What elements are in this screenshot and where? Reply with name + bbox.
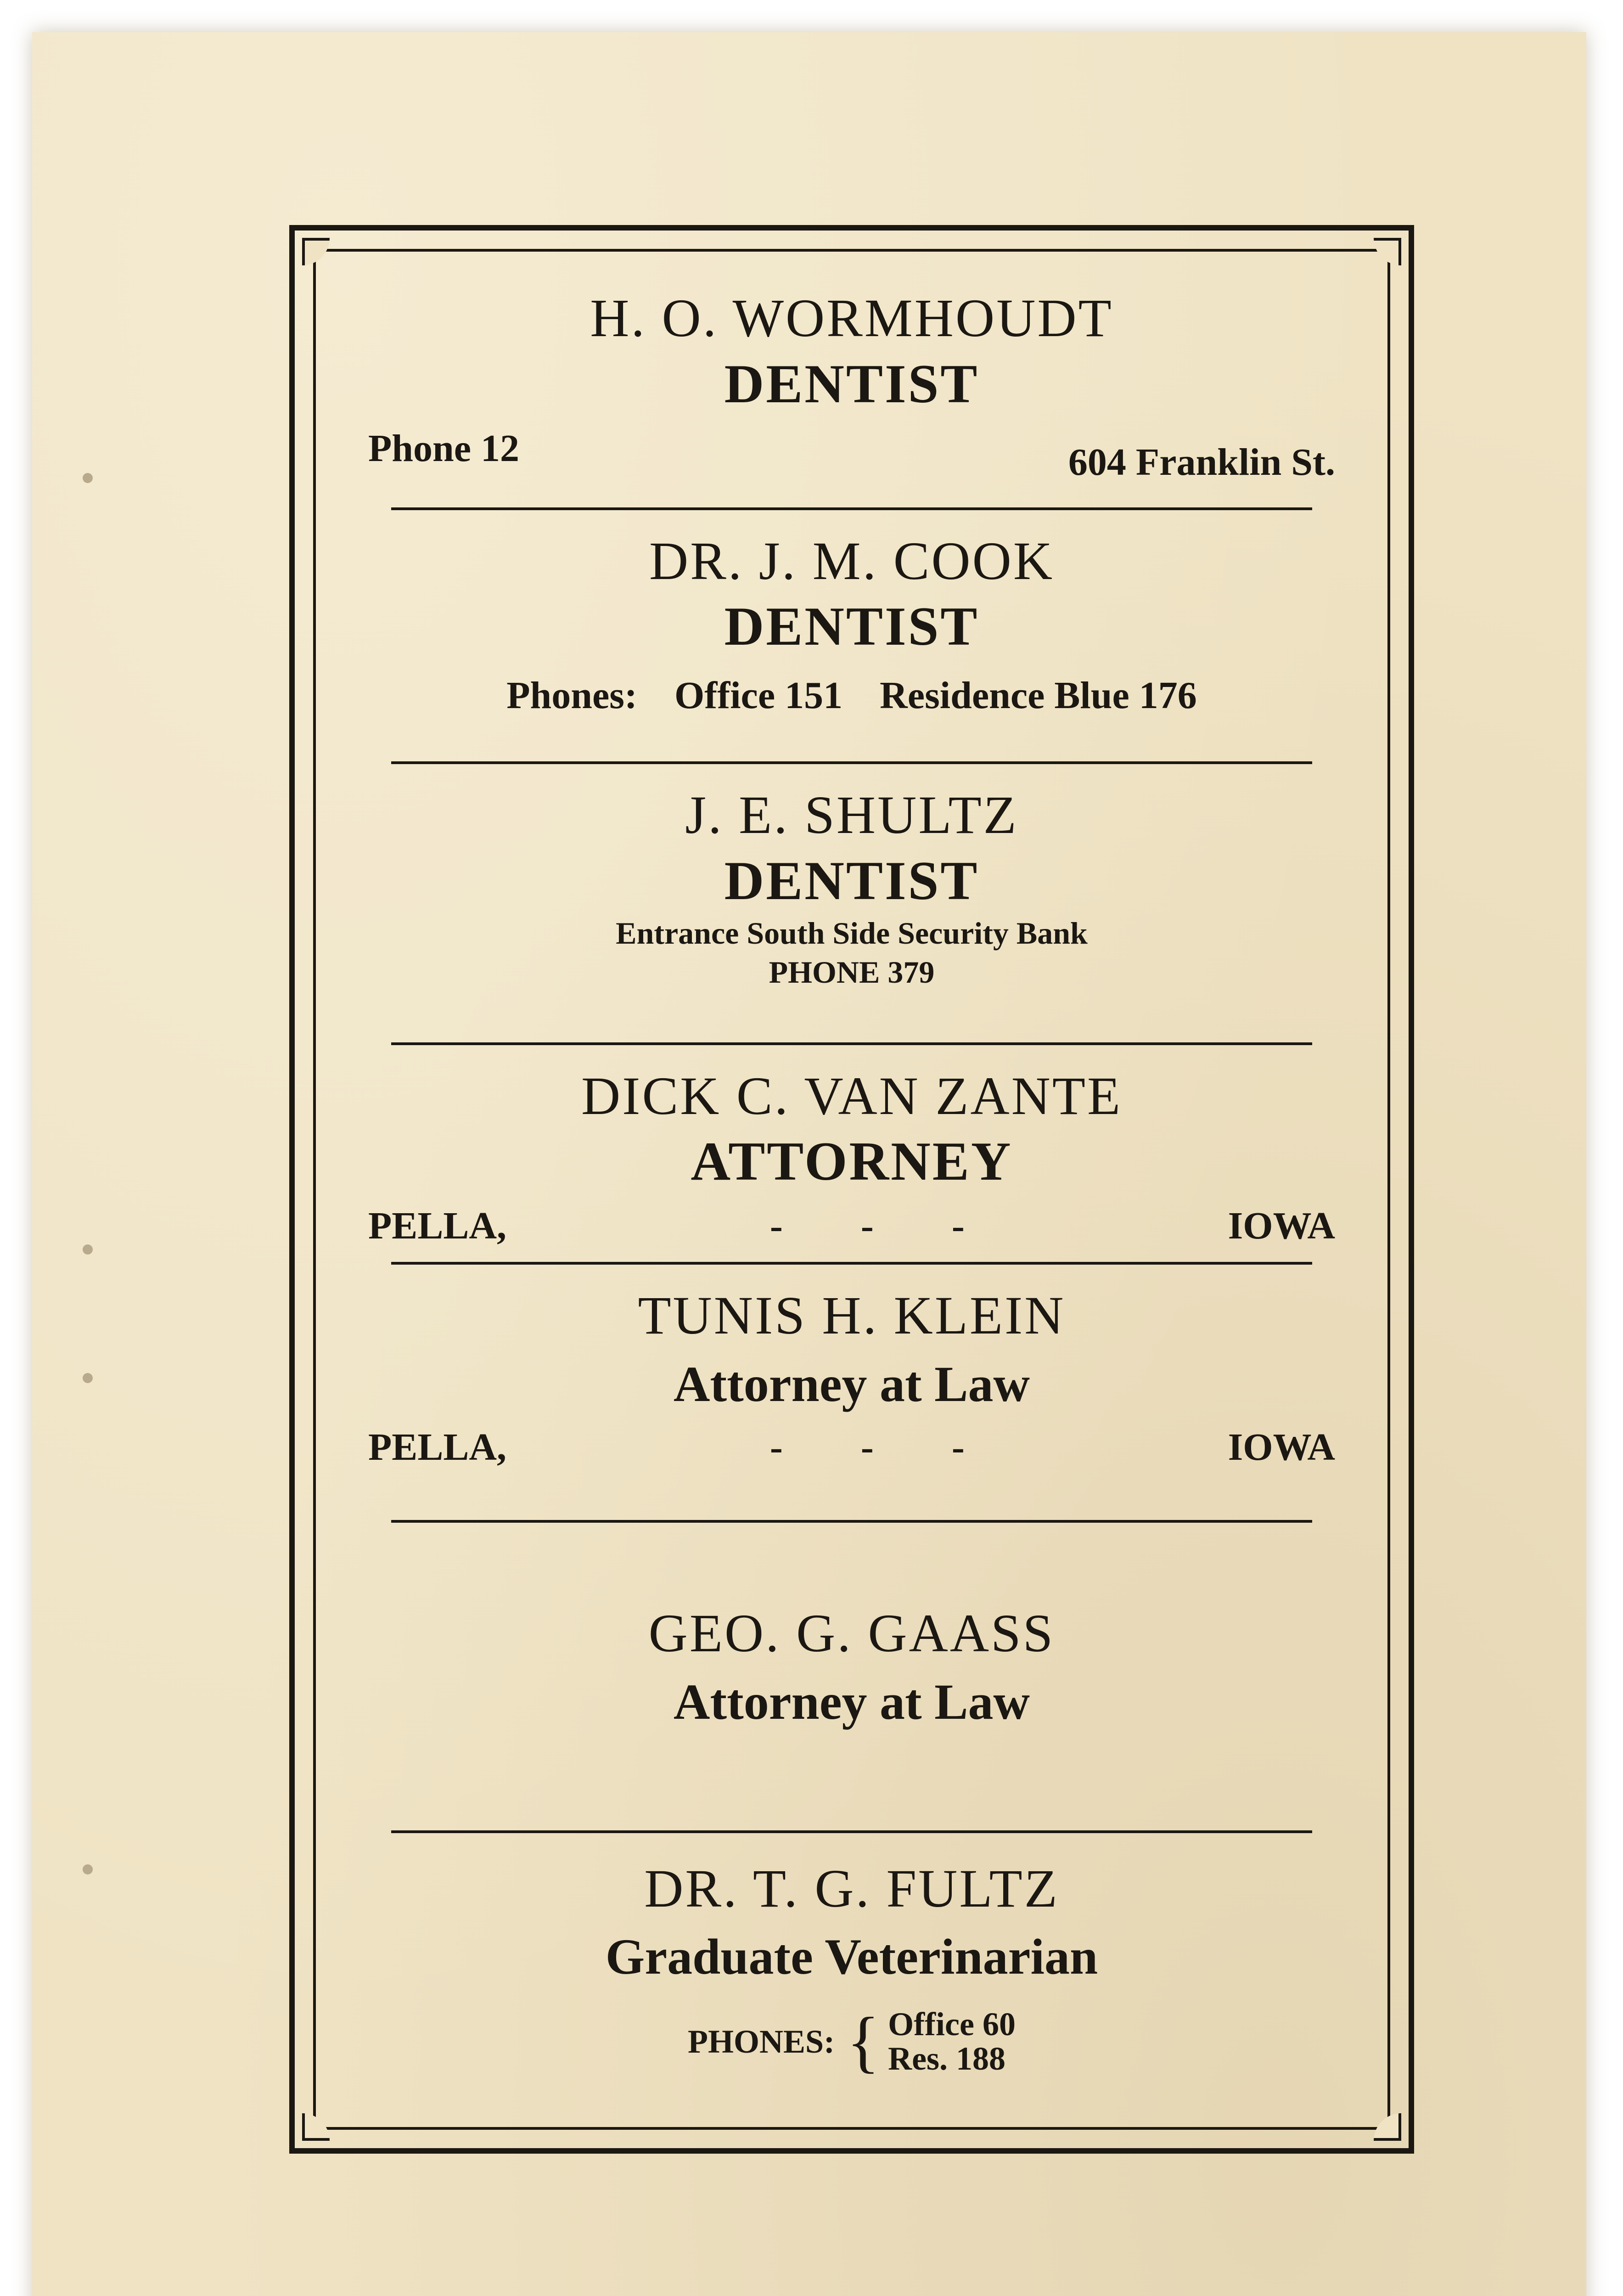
frame-corner [302, 238, 330, 265]
binding-hole [83, 1864, 93, 1874]
city: PELLA, [368, 1426, 507, 1469]
advertiser-name: TUNIS H. KLEIN [638, 1285, 1066, 1346]
profession: Attorney at Law [674, 1356, 1030, 1412]
entrance-note: Entrance South Side Security Bank [616, 915, 1088, 951]
dash: - [769, 1426, 783, 1469]
dash: - [951, 1426, 965, 1469]
ad-klein [354, 1265, 1349, 1469]
residence-phone: Res. 188 [888, 2040, 1006, 2077]
frame-corner [1374, 2113, 1401, 2141]
phones-label: PHONES: [688, 2023, 835, 2060]
city: PELLA, [368, 1204, 507, 1248]
phones-label: Phones: [506, 674, 637, 717]
dash-spacer [770, 1204, 965, 1248]
residence-phone: Residence Blue 176 [880, 674, 1197, 717]
state: IOWA [1228, 1426, 1335, 1469]
profession: ATTORNEY [691, 1131, 1013, 1192]
binding-hole [83, 473, 93, 483]
brace-icon: { [847, 2003, 880, 2080]
advertiser-name: GEO. G. GAASS [648, 1603, 1055, 1664]
profession: DENTIST [724, 353, 979, 414]
advertiser-name: J. E. SHULTZ [685, 785, 1018, 845]
binding-hole [83, 1244, 93, 1255]
advertiser-name: DICK C. VAN ZANTE [581, 1065, 1123, 1126]
dash: - [769, 1204, 783, 1248]
ad-van-zante [354, 1045, 1349, 1249]
location-row [354, 1204, 1349, 1248]
dash: - [951, 1204, 965, 1248]
ad-fultz [354, 1833, 1349, 2080]
profession: Graduate Veterinarian [605, 1929, 1098, 1985]
frame-corner [302, 2113, 330, 2141]
ad-content [354, 281, 1349, 2098]
profession: DENTIST [724, 596, 979, 657]
ad-shultz [354, 764, 1349, 992]
phone-number: Phone 12 [368, 427, 520, 470]
phone-stack [888, 2007, 1016, 2077]
advertiser-name: H. O. WORMHOUDT [590, 288, 1113, 348]
profession: DENTIST [724, 850, 979, 911]
phone-number: PHONE 379 [769, 954, 935, 990]
dash: - [860, 1204, 874, 1248]
binding-hole [83, 1373, 93, 1383]
frame-corner [1374, 238, 1401, 265]
location-row [354, 1425, 1349, 1469]
street-address: 604 Franklin St. [1068, 440, 1335, 484]
state: IOWA [1228, 1204, 1335, 1248]
page-sheet [32, 32, 1586, 2296]
ad-wormhoudt [354, 281, 1349, 484]
ad-gaass [354, 1523, 1349, 1733]
contact-row [354, 426, 1349, 484]
ad-frame [289, 225, 1414, 2154]
phones-row [354, 673, 1349, 718]
dash: - [860, 1426, 874, 1469]
ad-cook [354, 510, 1349, 718]
phones-row [688, 2003, 1016, 2080]
office-phone: Office 151 [674, 674, 843, 717]
advertiser-name: DR. J. M. COOK [649, 530, 1055, 591]
dash-spacer [770, 1425, 965, 1469]
advertiser-name: DR. T. G. FULTZ [644, 1858, 1059, 1919]
profession: Attorney at Law [674, 1674, 1030, 1730]
office-phone: Office 60 [888, 2005, 1016, 2043]
